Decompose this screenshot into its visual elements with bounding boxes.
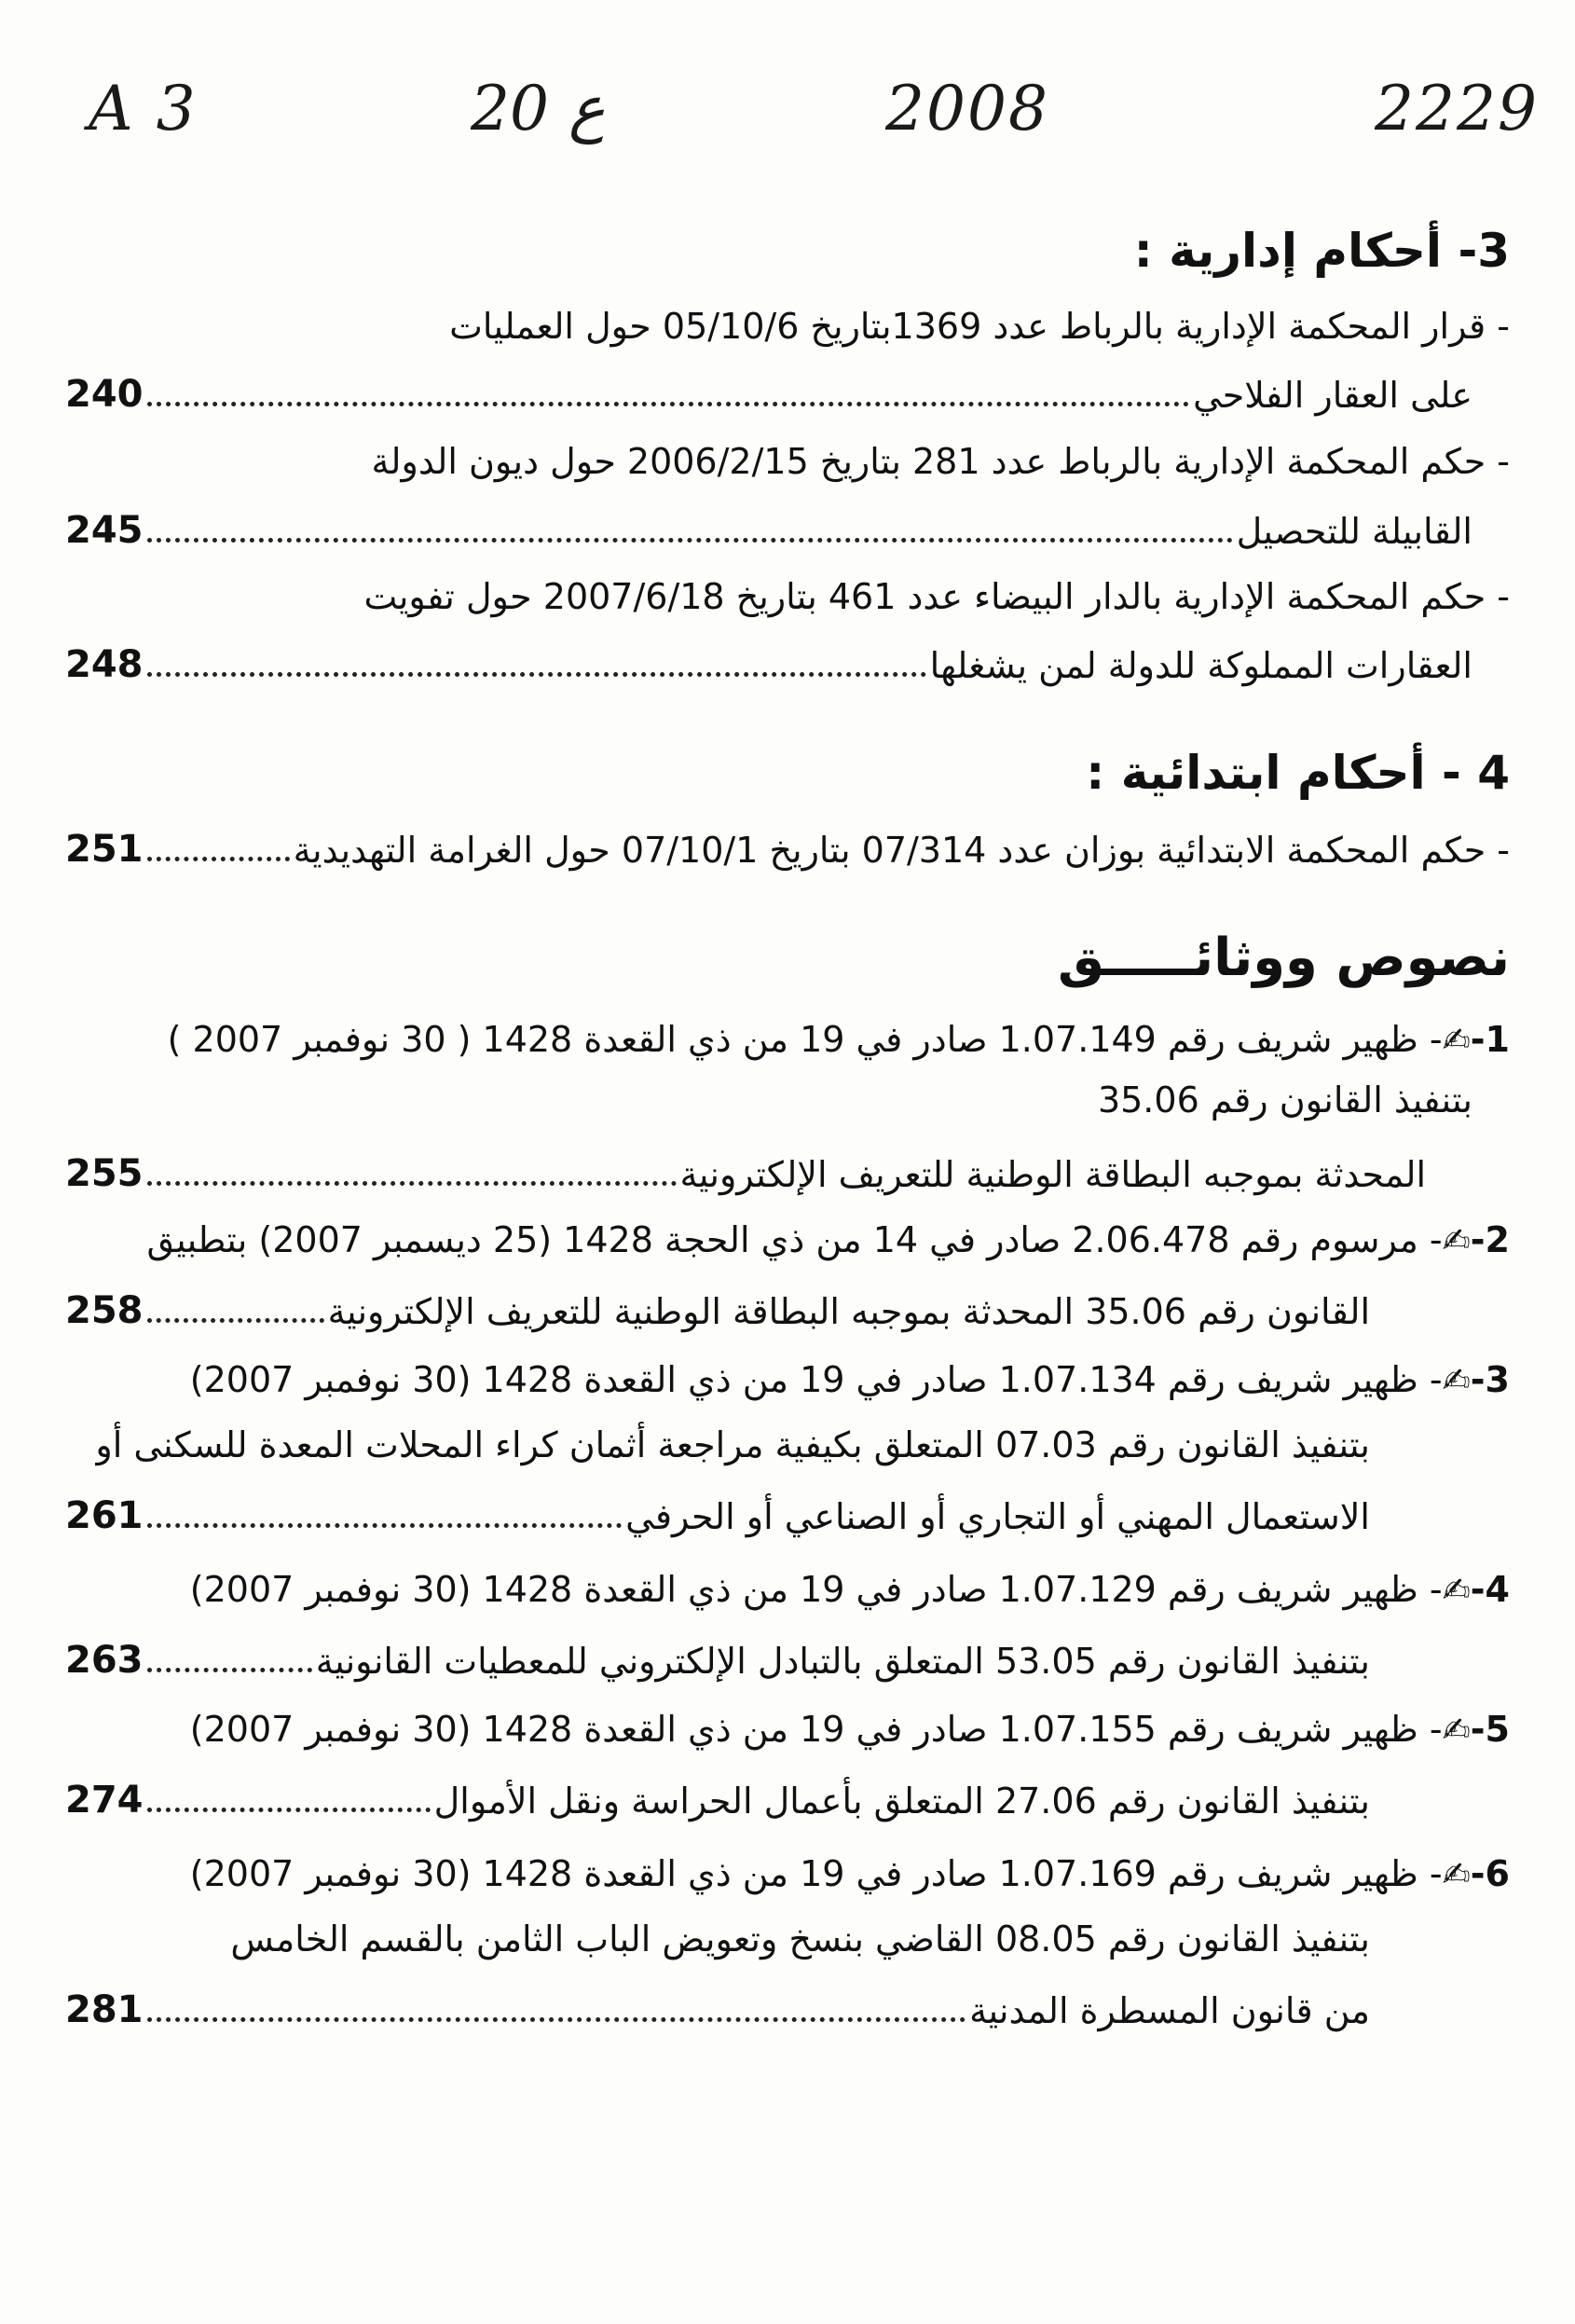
- item-number: 2-: [1470, 1219, 1510, 1260]
- pen-icon: ✍: [1442, 1362, 1471, 1400]
- text-item-6-toc: [65, 1981, 1370, 2031]
- dot-leader: [147, 1807, 431, 1812]
- s3-entry3-line2: العقارات المملوكة للدولة لمن يشغلها: [929, 645, 1472, 686]
- section-4-heading: 4 - أحكام ابتدائية :: [1086, 746, 1510, 800]
- text-item-3-toc: [65, 1487, 1370, 1537]
- text-item-5-toc: [65, 1771, 1370, 1822]
- item-text: - ظهير شريف رقم 1.07.129 صادر في 19 من ذي القعدة 1428 (30 نوفمبر 2007): [189, 1569, 1443, 1610]
- text-item-2-page: 258: [65, 1289, 144, 1332]
- s3-entry1-page: 240: [65, 373, 144, 416]
- handwritten-number: 2229: [1375, 73, 1539, 144]
- text-item-1-line2: بتنفيذ القانون رقم 35.06: [1097, 1079, 1472, 1121]
- pen-icon: ✍: [1442, 1222, 1471, 1260]
- item-number: 6-: [1470, 1853, 1510, 1894]
- handwritten-ref: 20 ع: [471, 73, 606, 144]
- dot-leader: [147, 1317, 324, 1323]
- item-text: - ظهير شريف رقم 1.07.155 صادر في 19 من ذي القعدة 1428 (30 نوفمبر 2007): [189, 1709, 1443, 1750]
- texts-heading: نصوص ووثائـــــق: [1057, 928, 1510, 988]
- s3-entry3-line1: - حكم المحكمة الإدارية بالدار البيضاء عدد 461 بتاريخ 2007/6/18 حول تفويت: [363, 576, 1510, 617]
- dot-leader: [147, 1667, 312, 1672]
- dot-leader: [147, 1522, 623, 1528]
- text-item-4-line1: [190, 1566, 1510, 1615]
- text-item-6-line3: من قانون المسطرة المدنية: [969, 1990, 1370, 2031]
- s3-entry3-page: 248: [65, 643, 144, 686]
- section-3-heading: 3- أحكام إدارية :: [1133, 224, 1510, 278]
- text-item-2-line1: [146, 1217, 1510, 1265]
- text-item-6-line1: [190, 1850, 1510, 1899]
- text-item-2-toc: [65, 1282, 1370, 1332]
- item-text: - مرسوم رقم 2.06.478 صادر في 14 من ذي الحجة 1428 (25 ديسمبر 2007) بتطبيق: [146, 1219, 1443, 1260]
- item-number: 5-: [1470, 1709, 1510, 1750]
- s3-entry2-line1: - حكم المحكمة الإدارية بالرباط عدد 281 بتاريخ 2006/2/15 حول ديون الدولة: [371, 441, 1510, 482]
- s3-entry1-line1: - قرار المحكمة الإدارية بالرباط عدد 1369بتاريخ 05/10/6 حول العمليات: [449, 306, 1510, 347]
- text-item-3-line3: الاستعمال المهني أو التجاري أو الصناعي أو الحرفي: [625, 1496, 1370, 1537]
- item-number: 1-: [1470, 1019, 1510, 1060]
- text-item-6-page: 281: [65, 1988, 144, 2031]
- pen-icon: ✍: [1442, 1022, 1471, 1060]
- pen-icon: ✍: [1442, 1712, 1471, 1750]
- text-item-3-line2: بتنفيذ القانون رقم 07.03 المتعلق بكيفية مراجعة أثمان كراء المحلات المعدة للسكنى أو: [95, 1424, 1370, 1465]
- item-text: - ظهير شريف رقم 1.07.149 صادر في 19 من ذي القعدة 1428 ( 30 نوفمبر 2007 ): [167, 1019, 1443, 1060]
- dot-leader: [147, 671, 926, 677]
- s3-entry2-page: 245: [65, 509, 144, 552]
- item-number: 4-: [1470, 1569, 1510, 1610]
- s4-entry1-page: 251: [65, 828, 144, 871]
- item-number: 3-: [1470, 1359, 1510, 1400]
- pen-icon: ✍: [1442, 1572, 1471, 1610]
- item-text: - ظهير شريف رقم 1.07.169 صادر في 19 من ذي القعدة 1428 (30 نوفمبر 2007): [189, 1853, 1443, 1894]
- s3-entry3-toc: [65, 636, 1472, 686]
- item-text: - ظهير شريف رقم 1.07.134 صادر في 19 من ذي القعدة 1428 (30 نوفمبر 2007): [189, 1359, 1443, 1400]
- text-item-5-line1: [190, 1706, 1510, 1754]
- s3-entry2-toc: [65, 502, 1472, 552]
- handwritten-a3: A 3: [89, 73, 198, 144]
- dot-leader: [147, 401, 1190, 406]
- text-item-6-line2: بتنفيذ القانون رقم 08.05 القاضي بنسخ وتعويض الباب الثامن بالقسم الخامس: [230, 1918, 1370, 1960]
- text-item-1-page: 255: [65, 1152, 144, 1195]
- text-item-1-toc: [65, 1145, 1426, 1195]
- dot-leader: [147, 1180, 677, 1186]
- dot-leader: [147, 2016, 966, 2022]
- text-item-5-line2: بتنفيذ القانون رقم 27.06 المتعلق بأعمال الحراسة ونقل الأموال: [433, 1781, 1370, 1822]
- dot-leader: [147, 537, 1233, 543]
- pen-icon: ✍: [1442, 1856, 1471, 1894]
- text-item-1-line1: [168, 1016, 1510, 1065]
- dot-leader: [147, 856, 290, 861]
- text-item-3-page: 261: [65, 1494, 144, 1537]
- s3-entry1-toc: [65, 365, 1472, 416]
- text-item-1-line3: المحدثة بموجبه البطاقة الوطنية للتعريف الإلكترونية: [679, 1154, 1426, 1195]
- s3-entry1-line2: على العقار الفلاحي: [1193, 375, 1472, 416]
- text-item-4-line2: بتنفيذ القانون رقم 53.05 المتعلق بالتبادل الإلكتروني للمعطيات القانونية: [315, 1641, 1370, 1682]
- text-item-5-page: 274: [65, 1779, 144, 1822]
- text-item-4-toc: [65, 1631, 1370, 1682]
- s3-entry2-line2: القابيلة للتحصيل: [1236, 511, 1472, 552]
- handwritten-year: 2008: [885, 73, 1049, 144]
- s4-entry1-line1: - حكم المحكمة الابتدائية بوزان عدد 07/314 بتاريخ 07/10/1 حول الغرامة التهديدية: [293, 830, 1510, 871]
- text-item-4-page: 263: [65, 1639, 144, 1682]
- text-item-3-line1: [190, 1356, 1510, 1405]
- s4-entry1-toc: [65, 820, 1510, 871]
- text-item-2-line2: القانون رقم 35.06 المحدثة بموجبه البطاقة الوطنية للتعريف الإلكترونية: [327, 1291, 1370, 1332]
